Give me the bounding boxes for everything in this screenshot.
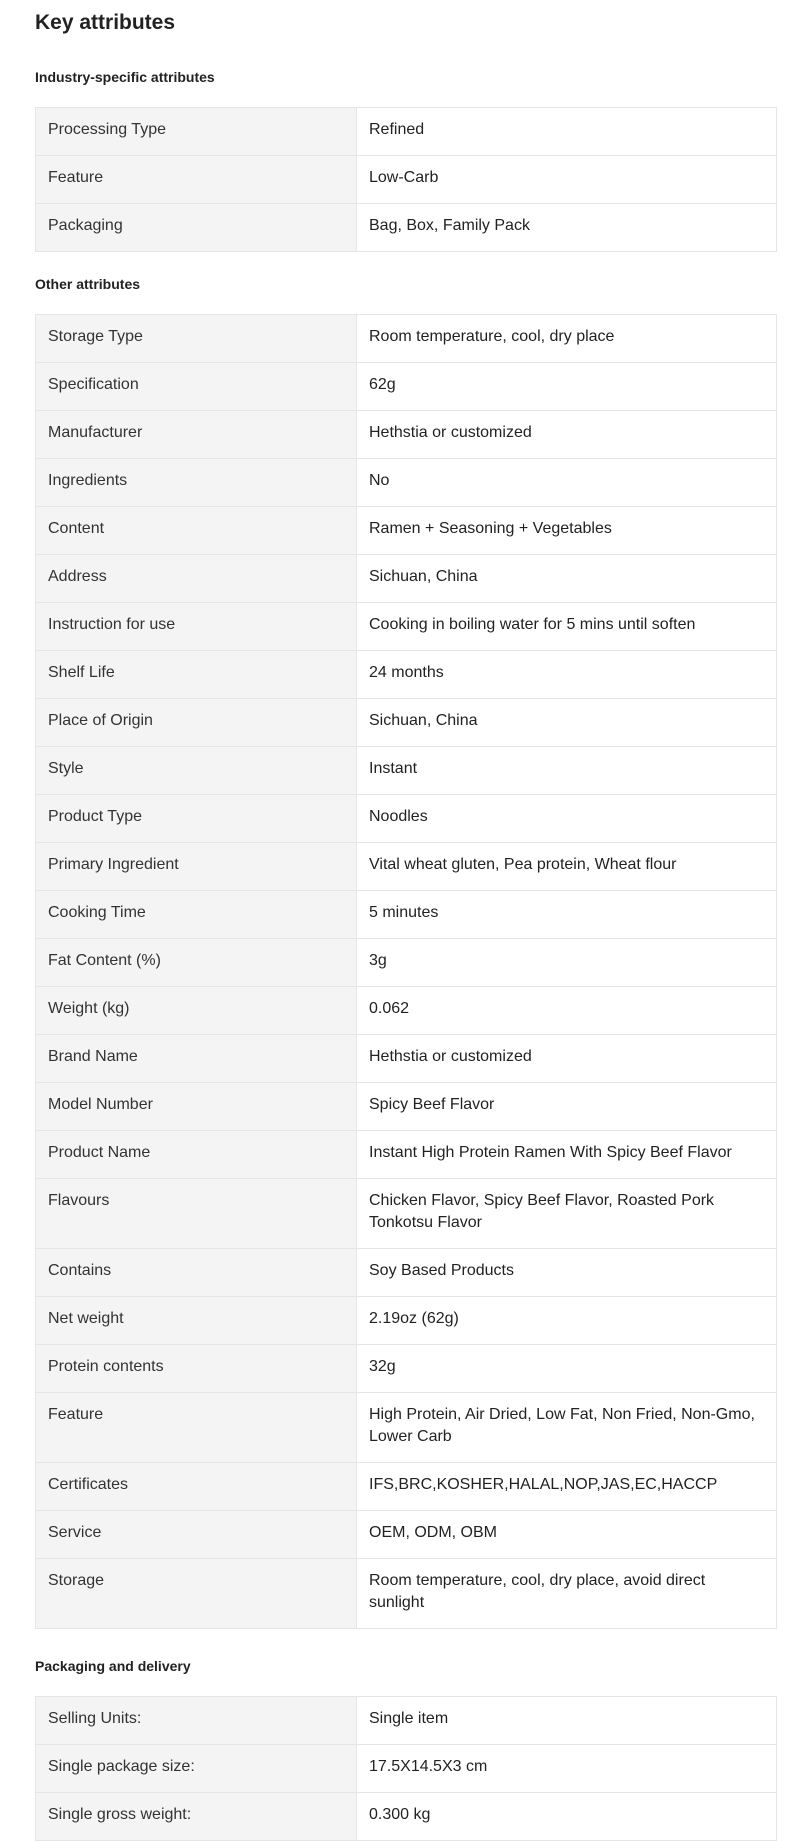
- table-row: [36, 1131, 777, 1179]
- table-row: [36, 1793, 777, 1841]
- attribute-name: Brand Name: [36, 1035, 357, 1083]
- attribute-name: Feature: [36, 156, 357, 204]
- attribute-name: Single package size:: [36, 1745, 357, 1793]
- attribute-name: Fat Content (%): [36, 939, 357, 987]
- attribute-name: Shelf Life: [36, 651, 357, 699]
- table-row: [36, 843, 777, 891]
- attribute-name: Content: [36, 507, 357, 555]
- attribute-name: Instruction for use: [36, 603, 357, 651]
- attribute-value: Spicy Beef Flavor: [357, 1083, 777, 1131]
- attribute-value: 0.062: [357, 987, 777, 1035]
- table-row: [36, 1745, 777, 1793]
- table-row: [36, 747, 777, 795]
- attribute-name: Weight (kg): [36, 987, 357, 1035]
- section-title-packaging: Packaging and delivery: [35, 1658, 191, 1674]
- attribute-name: Ingredients: [36, 459, 357, 507]
- table-row: [36, 699, 777, 747]
- attribute-value: Hethstia or customized: [357, 411, 777, 459]
- attribute-name: Product Name: [36, 1131, 357, 1179]
- attribute-value: Room temperature, cool, dry place, avoid direct sunlight: [357, 1559, 777, 1629]
- table-row: [36, 1345, 777, 1393]
- attribute-value: Soy Based Products: [357, 1249, 777, 1297]
- attribute-value: 17.5X14.5X3 cm: [357, 1745, 777, 1793]
- attribute-value: IFS,BRC,KOSHER,HALAL,NOP,JAS,EC,HACCP: [357, 1463, 777, 1511]
- attribute-value: No: [357, 459, 777, 507]
- attribute-value: Bag, Box, Family Pack: [357, 204, 777, 252]
- attribute-value: 62g: [357, 363, 777, 411]
- table-row: [36, 156, 777, 204]
- table-row: [36, 555, 777, 603]
- attribute-value: 5 minutes: [357, 891, 777, 939]
- attribute-name: Selling Units:: [36, 1697, 357, 1745]
- attribute-value: Noodles: [357, 795, 777, 843]
- attribute-value: 32g: [357, 1345, 777, 1393]
- table-row: [36, 1393, 777, 1463]
- attribute-value: Single item: [357, 1697, 777, 1745]
- attribute-name: Address: [36, 555, 357, 603]
- attribute-name: Cooking Time: [36, 891, 357, 939]
- attribute-name: Model Number: [36, 1083, 357, 1131]
- table-row: [36, 603, 777, 651]
- attribute-value: 24 months: [357, 651, 777, 699]
- section-title-industry: Industry-specific attributes: [35, 69, 215, 85]
- table-row: [36, 891, 777, 939]
- attribute-value: Instant High Protein Ramen With Spicy Beef Flavor: [357, 1131, 777, 1179]
- table-row: [36, 987, 777, 1035]
- attribute-value: Instant: [357, 747, 777, 795]
- attribute-name: Flavours: [36, 1179, 357, 1249]
- table-row: [36, 651, 777, 699]
- attribute-name: Service: [36, 1511, 357, 1559]
- industry-attributes-table: [35, 107, 777, 252]
- table-row: [36, 363, 777, 411]
- table-row: [36, 315, 777, 363]
- table-row: [36, 1559, 777, 1629]
- attribute-name: Specification: [36, 363, 357, 411]
- attribute-value: Sichuan, China: [357, 699, 777, 747]
- attribute-name: Primary Ingredient: [36, 843, 357, 891]
- table-row: [36, 1035, 777, 1083]
- attribute-value: Refined: [357, 108, 777, 156]
- attribute-name: Place of Origin: [36, 699, 357, 747]
- attribute-name: Net weight: [36, 1297, 357, 1345]
- table-row: [36, 939, 777, 987]
- attribute-name: Packaging: [36, 204, 357, 252]
- section-title-other: Other attributes: [35, 276, 141, 292]
- attribute-value: Ramen + Seasoning + Vegetables: [357, 507, 777, 555]
- attribute-name: Feature: [36, 1393, 357, 1463]
- table-row: [36, 1179, 777, 1249]
- attribute-value: Cooking in boiling water for 5 mins until soften: [357, 603, 777, 651]
- attribute-value: 0.300 kg: [357, 1793, 777, 1841]
- attribute-value: Sichuan, China: [357, 555, 777, 603]
- table-row: [36, 108, 777, 156]
- attribute-value: Hethstia or customized: [357, 1035, 777, 1083]
- table-row: [36, 1249, 777, 1297]
- attribute-name: Contains: [36, 1249, 357, 1297]
- table-row: [36, 1083, 777, 1131]
- attribute-name: Certificates: [36, 1463, 357, 1511]
- attribute-value: Chicken Flavor, Spicy Beef Flavor, Roasted Pork Tonkotsu Flavor: [357, 1179, 777, 1249]
- attribute-name: Single gross weight:: [36, 1793, 357, 1841]
- table-row: [36, 1463, 777, 1511]
- attribute-name: Manufacturer: [36, 411, 357, 459]
- page-title: Key attributes: [35, 11, 176, 34]
- attribute-value: High Protein, Air Dried, Low Fat, Non Fried, Non-Gmo, Lower Carb: [357, 1393, 777, 1463]
- table-row: [36, 1697, 777, 1745]
- table-row: [36, 795, 777, 843]
- attribute-value: 3g: [357, 939, 777, 987]
- attribute-name: Storage Type: [36, 315, 357, 363]
- attribute-name: Storage: [36, 1559, 357, 1629]
- attribute-name: Product Type: [36, 795, 357, 843]
- table-row: [36, 459, 777, 507]
- table-row: [36, 1297, 777, 1345]
- attribute-name: Processing Type: [36, 108, 357, 156]
- attribute-name: Style: [36, 747, 357, 795]
- other-attributes-table: [35, 314, 777, 1629]
- packaging-delivery-table: [35, 1696, 777, 1841]
- table-row: [36, 507, 777, 555]
- attribute-value: Room temperature, cool, dry place: [357, 315, 777, 363]
- attribute-value: 2.19oz (62g): [357, 1297, 777, 1345]
- table-row: [36, 1511, 777, 1559]
- attribute-value: OEM, ODM, OBM: [357, 1511, 777, 1559]
- table-row: [36, 411, 777, 459]
- attribute-name: Protein contents: [36, 1345, 357, 1393]
- attribute-value: Vital wheat gluten, Pea protein, Wheat flour: [357, 843, 777, 891]
- attribute-value: Low-Carb: [357, 156, 777, 204]
- table-row: [36, 204, 777, 252]
